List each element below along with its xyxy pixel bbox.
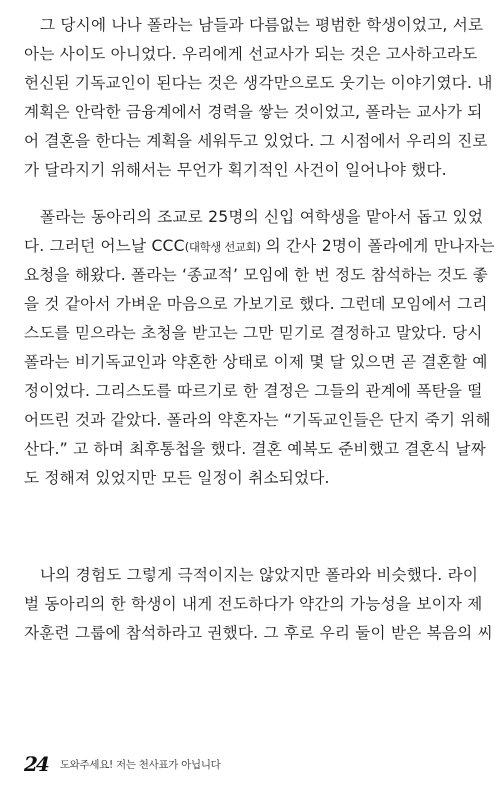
text-line: 헌신된 기독교인이 된다는 것은 생각만으로도 웃기는 이야기였다. 내: [24, 74, 493, 92]
annotation-text: (대학생 선교회): [184, 240, 261, 254]
text-line: 그 당시에 나나 폴라는 남들과 다름없는 평범한 학생이었고, 서로: [40, 16, 484, 34]
text-line: 산다.” 고 하며 최후통첩을 했다. 결혼 예복도 준비했고 결혼식 날짜: [24, 440, 486, 458]
text-line: 을 것 같아서 가벼운 마음으로 가보기로 했다. 그런데 모임에서 그리: [24, 295, 488, 313]
text-line: 계획은 안락한 금융계에서 경력을 쌓는 것이었고, 폴라는 교사가 되: [24, 103, 483, 121]
page-footer: [24, 752, 221, 776]
text-line: 요청을 해왔다. 폴라는 ‘종교적’ 모임에 한 번 정도 참석하는 것도 좋: [24, 266, 488, 284]
text-line: 폴라는 동아리의 조교로 25명의 신입 여학생을 맡아서 돕고 있었: [40, 208, 484, 226]
text-line: 나의 경험도 그렇게 극적이지는 않았지만 폴라와 비슷했다. 라이: [40, 566, 479, 584]
text-line: 어 결혼을 한다는 계획을 세워두고 있었다. 그 시점에서 우리의 진로: [24, 132, 488, 150]
text-line: 도 정해져 있었지만 모든 일정이 취소되었다.: [24, 469, 330, 487]
text-line: 벌 동아리의 한 학생이 내게 전도하다가 약간의 가능성을 보이자 제: [24, 595, 483, 613]
text-line: 아는 사이도 아니었다. 우리에게 선교사가 되는 것은 고사하고라도: [24, 45, 478, 63]
running-title: 도와주세요! 저는 천사표가 아닙니다: [59, 758, 221, 771]
text-segment: 의 간사 2명이 폴라에게 만나자는: [260, 237, 495, 255]
text-line: 스도를 믿으라는 초청을 받고는 그만 믿기로 결정하고 말았다. 당시: [24, 324, 483, 342]
text-line: 어뜨린 것과 같았다. 폴라의 약혼자는 “기독교인들은 단지 죽기 위해: [24, 411, 491, 429]
text-line: 가 달라지기 위해서는 무언가 획기적인 사건이 일어나야 했다.: [24, 161, 447, 179]
text-line: [24, 232, 495, 261]
paragraph-2: [24, 203, 495, 493]
paragraph-1: [24, 11, 493, 185]
page-number: 24: [24, 752, 48, 776]
paragraph-3: [24, 561, 493, 648]
text-segment: 다. 그러던 어느날 CCC: [24, 237, 185, 255]
text-line: 자훈련 그룹에 참석하라고 권했다. 그 후로 우리 둘이 받은 복음의 씨: [24, 624, 493, 642]
text-line: 정이었다. 그리스도를 따르기로 한 결정은 그들의 관계에 폭탄을 떨: [24, 382, 483, 400]
text-line: 폴라는 비기독교인과 약혼한 상태로 이제 몇 달 있으면 곧 결혼할 예: [24, 353, 488, 371]
